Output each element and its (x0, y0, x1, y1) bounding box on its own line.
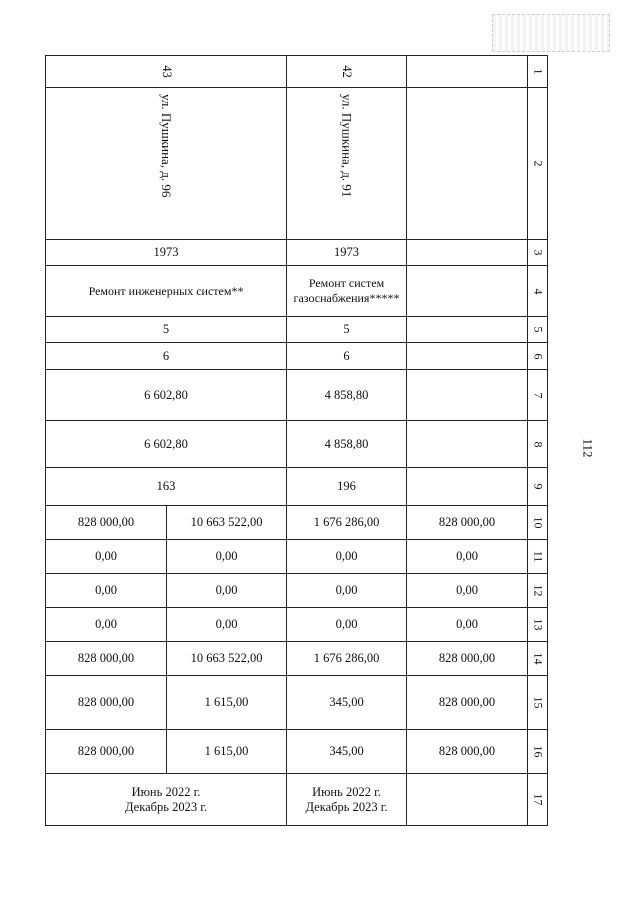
row-number: 12 (528, 574, 548, 608)
data-table (45, 55, 548, 826)
cell: 0,00 (407, 540, 528, 574)
col-a-entrances: 6 (46, 343, 287, 370)
cell: 828 000,00 (46, 642, 167, 676)
col-a-area-total: 6 602,80 (46, 370, 287, 421)
table-row (46, 730, 548, 774)
row-number: 14 (528, 642, 548, 676)
cell: 828 000,00 (407, 730, 528, 774)
cell: 828 000,00 (407, 506, 528, 540)
col-b-area-living: 4 858,80 (287, 421, 407, 468)
row-number: 3 (528, 240, 548, 266)
empty-cell (407, 421, 528, 468)
table-row (46, 642, 548, 676)
col-b-area-total: 4 858,80 (287, 370, 407, 421)
col-b-address: ул. Пушкина, д. 91 (287, 88, 407, 240)
col-b-year: 1973 (287, 240, 407, 266)
cell: 0,00 (167, 540, 287, 574)
page-number: 112 (580, 438, 596, 458)
col-b-work: Ремонт систем газоснабжения***** (287, 266, 407, 317)
empty-cell (407, 56, 528, 88)
table-row (46, 266, 548, 317)
table-row (46, 468, 548, 506)
cell: 0,00 (287, 540, 407, 574)
col-a-year: 1973 (46, 240, 287, 266)
cell: 0,00 (287, 574, 407, 608)
empty-cell (407, 343, 528, 370)
cell: 10 663 522,00 (167, 506, 287, 540)
table-row (46, 88, 548, 240)
cell: 0,00 (167, 574, 287, 608)
col-a-number: 43 (46, 56, 287, 88)
col-b-period: Июнь 2022 г. Декабрь 2023 г. (287, 774, 407, 826)
cell: 828 000,00 (46, 730, 167, 774)
col-a-floors: 5 (46, 317, 287, 343)
cell: 10 663 522,00 (167, 642, 287, 676)
table-row (46, 421, 548, 468)
row-number: 8 (528, 421, 548, 468)
row-number: 1 (528, 56, 548, 88)
table-row (46, 540, 548, 574)
table-row (46, 608, 548, 642)
cell: 0,00 (287, 608, 407, 642)
empty-cell (407, 370, 528, 421)
cell: 0,00 (167, 608, 287, 642)
cell: 0,00 (407, 574, 528, 608)
col-a-area-living: 6 602,80 (46, 421, 287, 468)
col-a-residents: 163 (46, 468, 287, 506)
table-row (46, 676, 548, 730)
row-number: 17 (528, 774, 548, 826)
empty-cell (407, 266, 528, 317)
cell: 828 000,00 (46, 676, 167, 730)
col-b-entrances: 6 (287, 343, 407, 370)
cell: 828 000,00 (407, 642, 528, 676)
cell: 828 000,00 (46, 506, 167, 540)
table-row (46, 574, 548, 608)
cell: 0,00 (46, 574, 167, 608)
row-number: 10 (528, 506, 548, 540)
cell: 345,00 (287, 730, 407, 774)
table-row (46, 317, 548, 343)
table-row (46, 56, 548, 88)
row-number: 13 (528, 608, 548, 642)
empty-cell (407, 240, 528, 266)
row-number: 9 (528, 468, 548, 506)
empty-cell (407, 774, 528, 826)
cell: 0,00 (46, 540, 167, 574)
row-number: 5 (528, 317, 548, 343)
empty-cell (407, 468, 528, 506)
col-a-work: Ремонт инженерных систем** (46, 266, 287, 317)
table-row (46, 506, 548, 540)
cell: 1 615,00 (167, 676, 287, 730)
cell: 0,00 (46, 608, 167, 642)
table-row (46, 343, 548, 370)
row-number: 4 (528, 266, 548, 317)
row-number: 16 (528, 730, 548, 774)
cell: 0,00 (407, 608, 528, 642)
col-b-number: 42 (287, 56, 407, 88)
cell: 1 615,00 (167, 730, 287, 774)
table-row (46, 240, 548, 266)
col-b-floors: 5 (287, 317, 407, 343)
cell: 1 676 286,00 (287, 642, 407, 676)
empty-cell (407, 317, 528, 343)
row-number: 15 (528, 676, 548, 730)
stamp-mark (492, 14, 610, 52)
row-number: 6 (528, 343, 548, 370)
row-number: 2 (528, 88, 548, 240)
row-number: 7 (528, 370, 548, 421)
empty-cell (407, 88, 528, 240)
row-number: 11 (528, 540, 548, 574)
cell: 345,00 (287, 676, 407, 730)
cell: 828 000,00 (407, 676, 528, 730)
table-row (46, 774, 548, 826)
col-b-residents: 196 (287, 468, 407, 506)
cell: 1 676 286,00 (287, 506, 407, 540)
col-a-address: ул. Пушкина, д. 96 (46, 88, 287, 240)
col-a-period: Июнь 2022 г. Декабрь 2023 г. (46, 774, 287, 826)
table-row (46, 370, 548, 421)
